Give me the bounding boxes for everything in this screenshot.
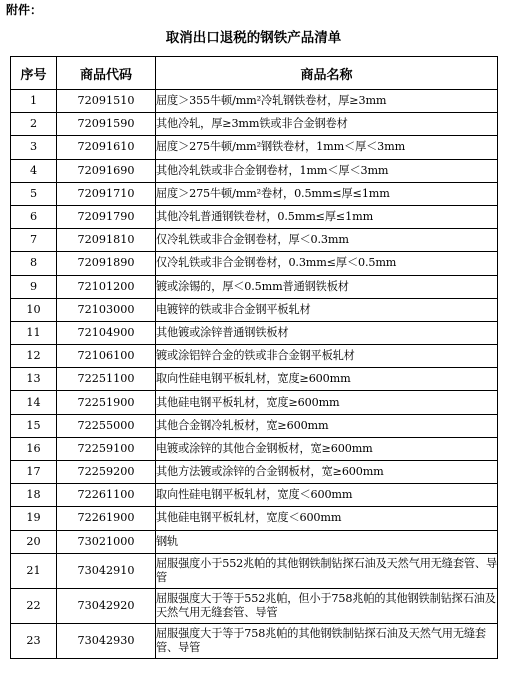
row-name-cell: 镀或涂铝锌合金的铁或非合金钢平板轧材: [156, 345, 498, 368]
row-seq-cell: 16: [11, 437, 57, 460]
row-code-cell: 72091590: [57, 113, 156, 136]
row-name-cell: 屈服强度大于等于552兆帕，但小于758兆帕的其他钢铁制钻探石油及天然气用无缝套管、导管: [156, 588, 498, 623]
table-header-row: [11, 57, 498, 90]
table-row: [11, 90, 498, 113]
table-row: [11, 484, 498, 507]
row-name-cell: 屈度＞355牛顿/mm²冷轧钢铁卷材，厚≥3mm: [156, 90, 498, 113]
row-code-cell: 72103000: [57, 298, 156, 321]
row-seq-cell: 3: [11, 136, 57, 159]
table-row: [11, 229, 498, 252]
row-code-cell: 72251100: [57, 368, 156, 391]
row-code-cell: 72259100: [57, 437, 156, 460]
row-name-cell: 仅冷轧铁或非合金钢卷材，厚＜0.3mm: [156, 229, 498, 252]
row-name-cell: 钢轨: [156, 530, 498, 553]
table-row: [11, 623, 498, 658]
row-name-cell: 镀或涂锡的，厚＜0.5mm普通钢铁板材: [156, 275, 498, 298]
row-name-cell: 其他冷轧铁或非合金钢卷材，1mm＜厚＜3mm: [156, 159, 498, 182]
row-code-cell: 72091890: [57, 252, 156, 275]
table-row: [11, 588, 498, 623]
row-name-cell: 其他合金钢冷轧板材，宽≥600mm: [156, 414, 498, 437]
row-name-cell: 其他冷轧，厚≥3mm铁或非合金钢卷材: [156, 113, 498, 136]
row-code-cell: 72106100: [57, 345, 156, 368]
row-seq-cell: 4: [11, 159, 57, 182]
row-code-cell: 72261100: [57, 484, 156, 507]
row-seq-cell: 2: [11, 113, 57, 136]
row-name-cell: 电镀或涂锌的其他合金钢板材，宽≥600mm: [156, 437, 498, 460]
row-name-cell: 屈服强度小于552兆帕的其他钢铁制钻探石油及天然气用无缝套管、导管: [156, 553, 498, 588]
row-name-cell: 屈服强度大于等于758兆帕的其他钢铁制钻探石油及天然气用无缝套管、导管: [156, 623, 498, 658]
row-code-cell: 72261900: [57, 507, 156, 530]
row-name-cell: 其他方法镀或涂锌的合金钢板材，宽≥600mm: [156, 461, 498, 484]
row-name-cell: 其他冷轧普通钢铁卷材，0.5mm≤厚≤1mm: [156, 205, 498, 228]
row-name-cell: 其他硅电钢平板轧材，宽度≥600mm: [156, 391, 498, 414]
row-name-cell: 屈度＞275牛顿/mm²钢铁卷材，1mm＜厚＜3mm: [156, 136, 498, 159]
row-code-cell: 72091690: [57, 159, 156, 182]
table-row: [11, 252, 498, 275]
product-list-table: [10, 56, 498, 659]
row-seq-cell: 21: [11, 553, 57, 588]
row-seq-cell: 15: [11, 414, 57, 437]
header-name: 商品名称: [156, 57, 498, 90]
row-name-cell: 屈度＞275牛顿/mm²卷材，0.5mm≤厚≤1mm: [156, 182, 498, 205]
row-seq-cell: 17: [11, 461, 57, 484]
table-row: [11, 321, 498, 344]
row-name-cell: 取向性硅电钢平板轧材，宽度≥600mm: [156, 368, 498, 391]
row-seq-cell: 18: [11, 484, 57, 507]
table-body: [11, 90, 498, 659]
row-seq-cell: 19: [11, 507, 57, 530]
row-code-cell: 72251900: [57, 391, 156, 414]
table-row: [11, 507, 498, 530]
table-row: [11, 391, 498, 414]
table-row: [11, 414, 498, 437]
header-code: 商品代码: [57, 57, 156, 90]
row-code-cell: 72091710: [57, 182, 156, 205]
document-title: 取消出口退税的钢铁产品清单: [165, 30, 342, 46]
row-code-cell: 73042910: [57, 553, 156, 588]
table-row: [11, 275, 498, 298]
row-seq-cell: 9: [11, 275, 57, 298]
row-code-cell: 72104900: [57, 321, 156, 344]
row-seq-cell: 6: [11, 205, 57, 228]
row-code-cell: 72101200: [57, 275, 156, 298]
row-name-cell: 其他镀或涂锌普通钢铁板材: [156, 321, 498, 344]
row-seq-cell: 13: [11, 368, 57, 391]
table-row: [11, 345, 498, 368]
table-row: [11, 113, 498, 136]
table-row: [11, 530, 498, 553]
row-code-cell: 72091810: [57, 229, 156, 252]
table-row: [11, 159, 498, 182]
row-name-cell: 取向性硅电钢平板轧材，宽度＜600mm: [156, 484, 498, 507]
row-seq-cell: 11: [11, 321, 57, 344]
row-seq-cell: 5: [11, 182, 57, 205]
row-seq-cell: 22: [11, 588, 57, 623]
row-code-cell: 72091610: [57, 136, 156, 159]
row-seq-cell: 14: [11, 391, 57, 414]
attachment-label: 附件：: [6, 3, 43, 17]
row-code-cell: 72091790: [57, 205, 156, 228]
row-seq-cell: 10: [11, 298, 57, 321]
row-code-cell: 72091510: [57, 90, 156, 113]
table-row: [11, 553, 498, 588]
table-row: [11, 368, 498, 391]
row-seq-cell: 8: [11, 252, 57, 275]
table-row: [11, 136, 498, 159]
row-name-cell: 其他硅电钢平板轧材，宽度＜600mm: [156, 507, 498, 530]
row-code-cell: 73042920: [57, 588, 156, 623]
row-seq-cell: 12: [11, 345, 57, 368]
table-row: [11, 182, 498, 205]
table-row: [11, 461, 498, 484]
row-code-cell: 72259200: [57, 461, 156, 484]
table-row: [11, 298, 498, 321]
table-row: [11, 437, 498, 460]
row-code-cell: 72255000: [57, 414, 156, 437]
header-seq: 序号: [11, 57, 57, 90]
row-seq-cell: 23: [11, 623, 57, 658]
row-seq-cell: 20: [11, 530, 57, 553]
row-seq-cell: 7: [11, 229, 57, 252]
row-code-cell: 73042930: [57, 623, 156, 658]
row-name-cell: 电镀锌的铁或非合金钢平板轧材: [156, 298, 498, 321]
row-code-cell: 73021000: [57, 530, 156, 553]
row-seq-cell: 1: [11, 90, 57, 113]
table-row: [11, 205, 498, 228]
row-name-cell: 仅冷轧铁或非合金钢卷材，0.3mm≤厚＜0.5mm: [156, 252, 498, 275]
